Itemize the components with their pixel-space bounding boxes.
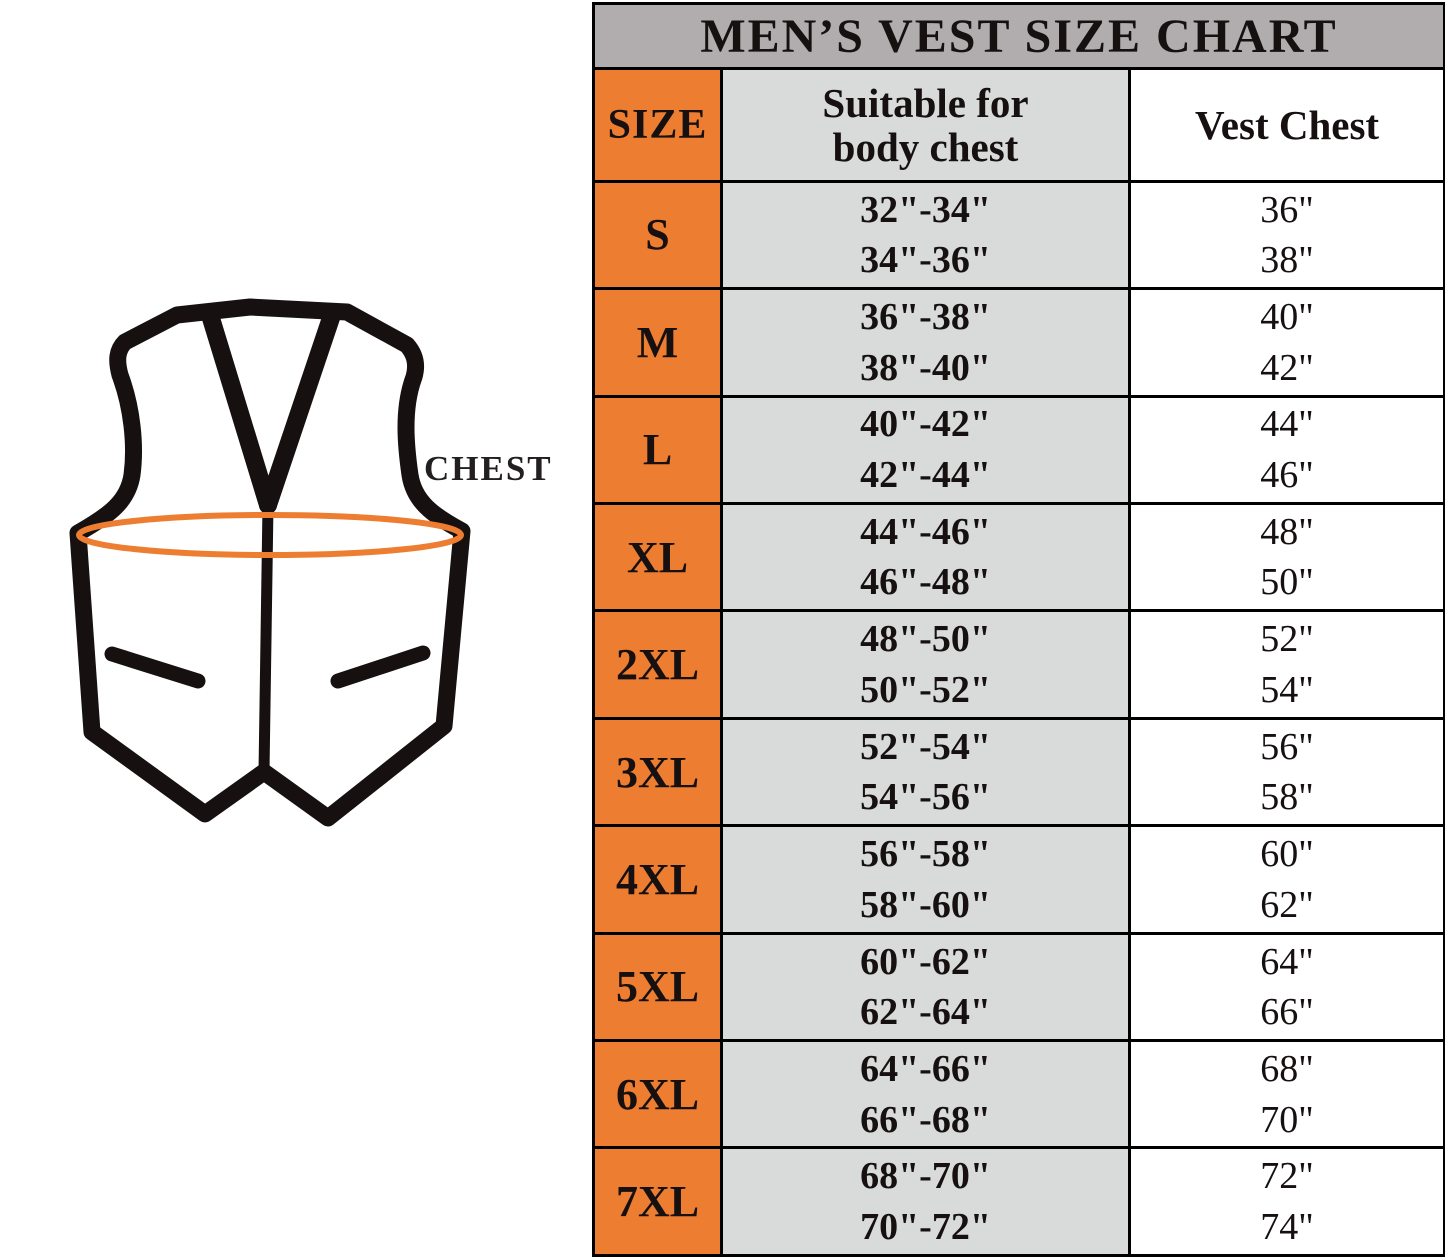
vest-chest-value: 66" [1260,991,1314,1034]
vest-chest-value: 74" [1260,1205,1314,1248]
vest-chest-value: 60" [1260,833,1314,876]
body-chest-cell [722,826,1130,933]
table-row [594,611,1445,718]
table-row [594,933,1445,1040]
vest-chest-value: 68" [1260,1048,1314,1091]
body-chest-value: 68"-70" [860,1155,991,1198]
vest-chest-value: 54" [1260,668,1314,711]
body-chest-value: 56"-58" [860,833,991,876]
vest-left-lapel [210,315,268,505]
table-row [594,1148,1445,1256]
size-cell: 3XL [594,718,722,825]
vest-illustration [0,0,592,1259]
body-chest-cell [722,1041,1130,1148]
body-chest-value: 62"-64" [860,991,991,1034]
size-cell: 6XL [594,1041,722,1148]
body-chest-value: 64"-66" [860,1048,991,1091]
column-header-body-chest-line2: body chest [832,123,1019,170]
table-row [594,718,1445,825]
vest-chest-value: 48" [1260,510,1314,553]
body-chest-value: 58"-60" [860,883,991,926]
body-chest-value: 38"-40" [860,346,991,389]
vest-right-lapel [268,312,333,505]
chest-label: CHEST [424,449,553,488]
vest-left-pocket [112,654,198,681]
body-chest-cell [722,289,1130,396]
body-chest-value: 34"-36" [860,239,991,282]
body-chest-value: 70"-72" [860,1205,991,1248]
vest-chest-value: 62" [1260,883,1314,926]
vest-chest-cell [1130,289,1445,396]
column-header-body-chest [722,69,1130,181]
table-row [594,826,1445,933]
table-row [594,289,1445,396]
body-chest-cell [722,503,1130,610]
vest-chest-value: 36" [1260,188,1314,231]
body-chest-cell [722,933,1130,1040]
vest-chest-value: 70" [1260,1098,1314,1141]
column-header-vest-chest: Vest Chest [1130,69,1445,181]
body-chest-value: 52"-54" [860,725,991,768]
size-cell: L [594,396,722,503]
body-chest-value: 42"-44" [860,453,991,496]
body-chest-value: 66"-68" [860,1098,991,1141]
vest-chest-cell [1130,1148,1445,1256]
vest-chest-cell [1130,396,1445,503]
size-cell: 4XL [594,826,722,933]
body-chest-value: 32"-34" [860,188,991,231]
size-cell: M [594,289,722,396]
vest-chest-cell [1130,933,1445,1040]
vest-chest-value: 42" [1260,346,1314,389]
size-cell: 5XL [594,933,722,1040]
vest-icon [70,305,470,825]
body-chest-value: 50"-52" [860,668,991,711]
vest-chest-cell [1130,1041,1445,1148]
table-row [594,1041,1445,1148]
vest-chest-value: 38" [1260,239,1314,282]
body-chest-cell [722,611,1130,718]
body-chest-value: 44"-46" [860,510,991,553]
body-chest-value: 46"-48" [860,561,991,604]
vest-chest-cell [1130,181,1445,288]
vest-chest-cell [1130,503,1445,610]
body-chest-cell [722,1148,1130,1256]
vest-chest-value: 52" [1260,618,1314,661]
table-row [594,181,1445,288]
size-cell: 7XL [594,1148,722,1256]
body-chest-value: 54"-56" [860,776,991,819]
vest-center-front-line [264,505,268,772]
body-chest-cell [722,718,1130,825]
table-row [594,396,1445,503]
vest-chest-value: 50" [1260,561,1314,604]
vest-chest-cell [1130,611,1445,718]
vest-right-pocket [338,653,423,681]
body-chest-value: 36"-38" [860,296,991,339]
size-cell: XL [594,503,722,610]
column-header-body-chest-line1: Suitable for [822,79,1029,126]
size-cell: S [594,181,722,288]
column-header-size: SIZE [594,69,722,181]
body-chest-value: 60"-62" [860,940,991,983]
size-cell: 2XL [594,611,722,718]
vest-chest-value: 72" [1260,1155,1314,1198]
size-chart-table-container [592,2,1443,1257]
vest-chest-value: 40" [1260,296,1314,339]
body-chest-value: 48"-50" [860,618,991,661]
vest-chest-value: 44" [1260,403,1314,446]
chart-title: MEN’S VEST SIZE CHART [594,4,1445,69]
table-row [594,503,1445,610]
vest-chest-value: 58" [1260,776,1314,819]
body-chest-cell [722,181,1130,288]
size-chart-table [592,2,1445,1257]
body-chest-cell [722,396,1130,503]
body-chest-value: 40"-42" [860,403,991,446]
vest-chest-value: 46" [1260,453,1314,496]
vest-chest-cell [1130,718,1445,825]
vest-chest-cell [1130,826,1445,933]
vest-chest-value: 56" [1260,725,1314,768]
vest-chest-value: 64" [1260,940,1314,983]
